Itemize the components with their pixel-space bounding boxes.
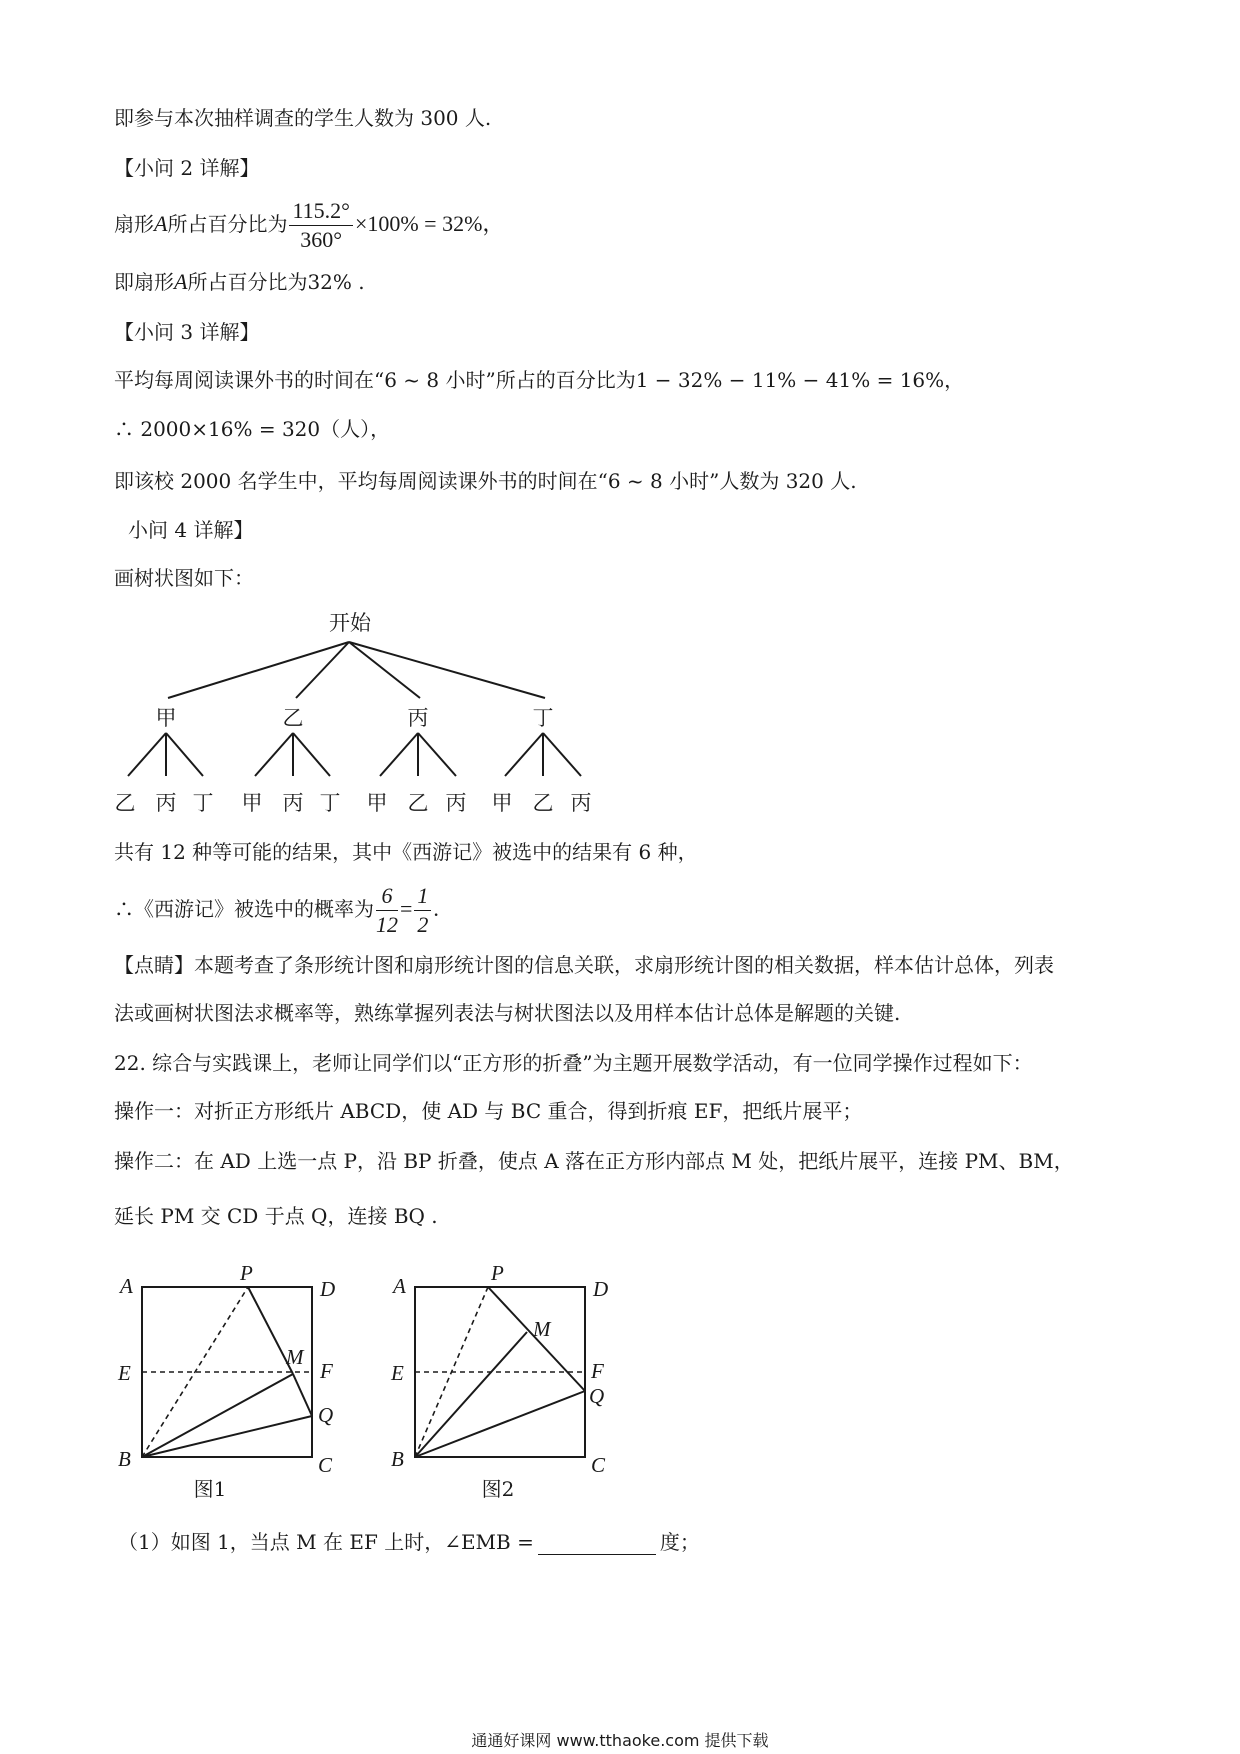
tree-root: 开始	[329, 611, 371, 635]
tree-diagram	[100, 600, 620, 820]
tree-leaf: 甲	[241, 791, 263, 815]
label-B: B	[118, 1447, 131, 1471]
text-span: ∴《西游记》被选中的概率为	[114, 897, 374, 921]
text-line: 即参与本次抽样调查的学生人数为 300 人.	[114, 106, 492, 130]
label-P: P	[491, 1261, 504, 1285]
tree-leaf: 丙	[570, 791, 592, 815]
tree-node-l1: 丙	[407, 706, 429, 730]
section-heading: 【小问 3 详解】	[114, 320, 260, 344]
tree-leaf: 丁	[192, 791, 214, 815]
math-var: A	[154, 211, 168, 236]
text-span: 即扇形	[114, 270, 174, 294]
label-C: C	[591, 1453, 606, 1477]
label-D: D	[593, 1277, 609, 1301]
label-B: B	[391, 1447, 404, 1471]
question-line	[118, 1528, 700, 1556]
label-M: M	[286, 1345, 304, 1369]
math-var: A	[174, 269, 188, 294]
page-footer: 通通好课网 www.tthaoke.com 提供下载	[471, 1731, 769, 1750]
period: .	[433, 896, 439, 921]
text-span: 所占百分比为32% .	[187, 270, 365, 294]
tree-leaf: 甲	[491, 791, 513, 815]
denominator: 2	[417, 912, 429, 937]
tree-leaf: 乙	[532, 791, 554, 815]
text-span: 扇形	[114, 212, 154, 236]
numerator: 1	[414, 882, 431, 911]
tree-node-l1: 丁	[532, 706, 554, 730]
text-line: 延长 PM 交 CD 于点 Q，连接 BQ .	[114, 1204, 438, 1228]
text-line: 操作二：在 AD 上选一点 P，沿 BP 折叠，使点 A 落在正方形内部点 M 处，把纸片展平，连接 PM、BM，	[114, 1149, 1074, 1173]
text-line-fraction	[114, 882, 439, 939]
label-F: F	[320, 1359, 333, 1383]
label-P: P	[240, 1261, 253, 1285]
text-span: 所占百分比为	[167, 212, 288, 236]
label-C: C	[318, 1453, 333, 1477]
text-line	[114, 268, 365, 296]
geometry-figure-1	[110, 1260, 360, 1500]
tree-leaf: 丙	[445, 791, 467, 815]
tree-leaf: 丙	[155, 791, 177, 815]
fraction	[414, 882, 431, 939]
label-F: F	[591, 1359, 604, 1383]
label-D: D	[320, 1277, 336, 1301]
label-E: E	[118, 1361, 131, 1385]
text-line: 共有 12 种等可能的结果，其中《西游记》被选中的结果有 6 种，	[114, 840, 698, 864]
fraction	[289, 197, 352, 254]
math-expr: ×100% = 32%，	[354, 211, 505, 236]
label-A: A	[120, 1274, 133, 1298]
text-line: 画树状图如下：	[114, 566, 254, 590]
geometry-figure-2	[383, 1260, 633, 1500]
text-line: 操作一：对折正方形纸片 ABCD，使 AD 与 BC 重合，得到折痕 EF，把纸片展平；	[114, 1099, 863, 1123]
answer-blank[interactable]	[538, 1532, 656, 1555]
denominator: 12	[376, 912, 398, 937]
text-span: 度；	[659, 1530, 700, 1554]
figure-caption: 图1	[193, 1477, 227, 1501]
figure-caption: 图2	[481, 1477, 515, 1501]
text-line: 平均每周阅读课外书的时间在“6 ~ 8 小时”所占的百分比为1 − 32% − 11% − 41% = 16%，	[114, 368, 965, 392]
section-heading: 【小问 2 详解】	[114, 156, 260, 180]
numerator: 115.2°	[289, 197, 352, 226]
fraction	[376, 882, 398, 939]
text-line: 法或画树状图法求概率等，熟练掌握列表法与树状图法以及用样本估计总体是解题的关键.	[114, 1001, 901, 1025]
tree-node-l1: 甲	[155, 706, 177, 730]
tree-leaf: 乙	[114, 791, 136, 815]
text-line: 即该校 2000 名学生中，平均每周阅读课外书的时间在“6 ~ 8 小时”人数为 320 人.	[114, 469, 857, 493]
text-line: ∴ 2000×16% = 320（人），	[114, 417, 391, 441]
text-span: （1）如图 1，当点 M 在 EF 上时，∠EMB =	[118, 1530, 534, 1554]
label-M: M	[533, 1317, 551, 1341]
label-A: A	[393, 1274, 406, 1298]
tree-leaf: 甲	[366, 791, 388, 815]
numerator: 6	[376, 882, 398, 911]
problem-intro: 22. 综合与实践课上，老师让同学们以“正方形的折叠”为主题开展数学活动，有一位同学操作过程如下：	[114, 1051, 1033, 1075]
section-heading: 小问 4 详解】	[128, 518, 254, 542]
label-E: E	[391, 1361, 404, 1385]
equals-sign: =	[400, 896, 413, 921]
tree-leaf: 丁	[319, 791, 341, 815]
tree-leaf: 丙	[282, 791, 304, 815]
text-line-fraction	[114, 197, 504, 254]
tree-leaf: 乙	[407, 791, 429, 815]
text-line: 【点睛】本题考查了条形统计图和扇形统计图的信息关联，求扇形统计图的相关数据，样本估计总体，列表	[114, 953, 1054, 977]
denominator: 360°	[300, 227, 343, 252]
label-Q: Q	[589, 1384, 605, 1408]
tree-node-l1: 乙	[282, 706, 304, 730]
label-Q: Q	[318, 1403, 334, 1427]
